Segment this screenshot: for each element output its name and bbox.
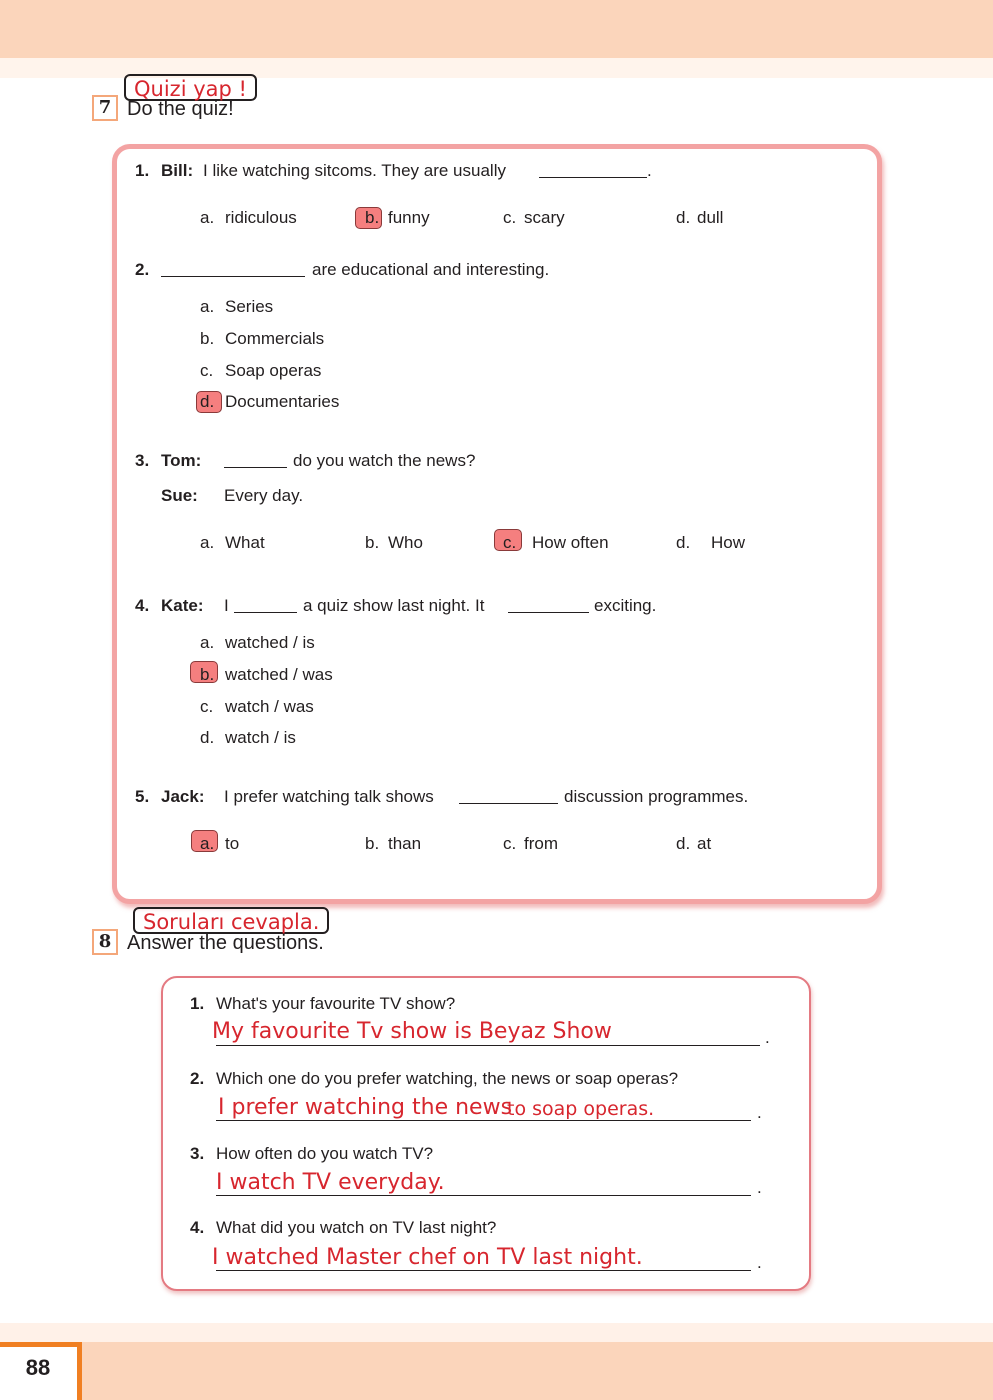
- ex8-q1-number: 1.: [190, 994, 205, 1013]
- q5-option-d[interactable]: at: [697, 834, 712, 853]
- q3-speaker-sue: Sue:: [161, 486, 198, 505]
- q4-text-2: a quiz show last night. It: [303, 596, 485, 615]
- q2-blank[interactable]: [161, 262, 305, 277]
- ex8-q1-line: [216, 1045, 760, 1046]
- q4-text-1: I: [224, 596, 229, 615]
- q3-reply: Every day.: [224, 486, 304, 505]
- q1-option-b[interactable]: funny: [388, 208, 430, 227]
- q4-option-d-letter: d.: [200, 728, 215, 747]
- ex8-q3-number: 3.: [190, 1144, 205, 1163]
- q5-option-c[interactable]: from: [524, 834, 558, 853]
- ex8-q4-period: .: [757, 1253, 762, 1272]
- q3-option-c[interactable]: How often: [532, 533, 609, 552]
- q3-option-b[interactable]: Who: [388, 533, 423, 552]
- q5-option-b-letter: b.: [365, 834, 380, 853]
- q5-option-a[interactable]: to: [225, 834, 240, 853]
- ex8-q4-number: 4.: [190, 1218, 205, 1237]
- ex8-q3-answer[interactable]: I watch TV everyday.: [216, 1170, 445, 1195]
- q3-option-a[interactable]: What: [225, 533, 265, 552]
- q1-speaker: Bill:: [161, 161, 194, 180]
- q4-option-b-letter: b.: [200, 665, 215, 684]
- q3-speaker-tom: Tom:: [161, 451, 202, 470]
- q2-option-d[interactable]: Documentaries: [225, 392, 340, 411]
- ex8-q2-line: [216, 1120, 751, 1121]
- exercise-7-title: Do the quiz!: [127, 98, 234, 120]
- q2-option-a-letter: a.: [200, 297, 215, 316]
- q4-option-d[interactable]: watch / is: [225, 728, 296, 747]
- q5-number: 5.: [135, 787, 150, 806]
- q5-option-b[interactable]: than: [388, 834, 422, 853]
- bottom-band-light: [0, 1323, 993, 1342]
- q1-option-d-letter: d.: [676, 208, 691, 227]
- q4-option-a[interactable]: watched / is: [225, 633, 315, 652]
- q5-option-d-letter: d.: [676, 834, 691, 853]
- ex8-q1-period: .: [765, 1028, 770, 1047]
- ex8-q2-answer[interactable]: I prefer watching the news: [218, 1095, 513, 1120]
- q5-text-after: discussion programmes.: [564, 787, 749, 806]
- q1-text: I like watching sitcoms. They are usually: [203, 161, 506, 180]
- q2-number: 2.: [135, 260, 150, 279]
- q2-option-a[interactable]: Series: [225, 297, 274, 316]
- q2-option-d-letter: d.: [200, 392, 215, 411]
- ex8-q1-text: What's your favourite TV show?: [216, 994, 456, 1013]
- q2-text: are educational and interesting.: [312, 260, 550, 279]
- q4-option-c-letter: c.: [200, 697, 214, 716]
- q3-option-a-letter: a.: [200, 533, 215, 552]
- q1-option-a[interactable]: ridiculous: [225, 208, 297, 227]
- ex8-q2-number: 2.: [190, 1069, 205, 1088]
- q3-option-b-letter: b.: [365, 533, 380, 552]
- q3-option-c-letter: c.: [503, 533, 517, 552]
- q3-number: 3.: [135, 451, 150, 470]
- exercise-7-number: 7: [92, 95, 118, 121]
- q1-option-d[interactable]: dull: [697, 208, 724, 227]
- ex8-q2-text: Which one do you prefer watching, the news or soap operas?: [216, 1069, 679, 1088]
- ex8-q1-answer[interactable]: My favourite Tv show is Beyaz Show: [212, 1019, 612, 1044]
- ex8-q4-text: What did you watch on TV last night?: [216, 1218, 497, 1237]
- q4-option-c[interactable]: watch / was: [225, 697, 314, 716]
- q1-option-a-letter: a.: [200, 208, 215, 227]
- page-number: 88: [25, 1355, 51, 1380]
- ex8-q3-period: .: [757, 1178, 762, 1197]
- q1-number: 1.: [135, 161, 150, 180]
- q4-blank-2[interactable]: [508, 598, 589, 613]
- ex8-q3-text: How often do you watch TV?: [216, 1144, 434, 1163]
- q5-text: I prefer watching talk shows: [224, 787, 434, 806]
- q4-text-3: exciting.: [594, 596, 657, 615]
- q4-option-b[interactable]: watched / was: [225, 665, 333, 684]
- q4-speaker: Kate:: [161, 596, 204, 615]
- exercise-8-number: 8: [92, 929, 118, 955]
- q2-option-b-letter: b.: [200, 329, 215, 348]
- handwritten-note-answer: Soruları cevapla.: [133, 907, 329, 934]
- q5-blank[interactable]: [459, 789, 558, 804]
- q3-option-d-letter: d.: [676, 533, 691, 552]
- handwritten-note-quiz: Quizi yap !: [124, 74, 257, 101]
- q2-option-c[interactable]: Soap operas: [225, 361, 322, 380]
- exercise-8-title: Answer the questions.: [127, 932, 324, 954]
- q2-option-b[interactable]: Commercials: [225, 329, 325, 348]
- q1-blank[interactable]: [539, 163, 647, 178]
- q1-option-c[interactable]: scary: [524, 208, 565, 227]
- q1-option-b-letter: b.: [365, 208, 380, 227]
- bottom-band: [0, 1342, 993, 1400]
- q3-blank[interactable]: [224, 453, 287, 468]
- q2-option-c-letter: c.: [200, 361, 214, 380]
- q5-option-a-letter: a.: [200, 834, 215, 853]
- ex8-q4-line: [216, 1270, 751, 1271]
- top-band: [0, 0, 993, 58]
- ex8-q4-answer[interactable]: I watched Master chef on TV last night.: [212, 1245, 643, 1270]
- ex8-q2-period: .: [757, 1103, 762, 1122]
- ex8-q2-answer-extra[interactable]: to soap operas.: [507, 1098, 655, 1120]
- q3-option-d[interactable]: How: [711, 533, 746, 552]
- q4-option-a-letter: a.: [200, 633, 215, 652]
- q3-text: do you watch the news?: [293, 451, 476, 470]
- q5-speaker: Jack:: [161, 787, 205, 806]
- q1-option-c-letter: c.: [503, 208, 517, 227]
- q4-number: 4.: [135, 596, 150, 615]
- ex8-q3-line: [216, 1195, 751, 1196]
- q5-option-c-letter: c.: [503, 834, 517, 853]
- q1-period: .: [647, 161, 652, 180]
- q4-blank-1[interactable]: [234, 598, 297, 613]
